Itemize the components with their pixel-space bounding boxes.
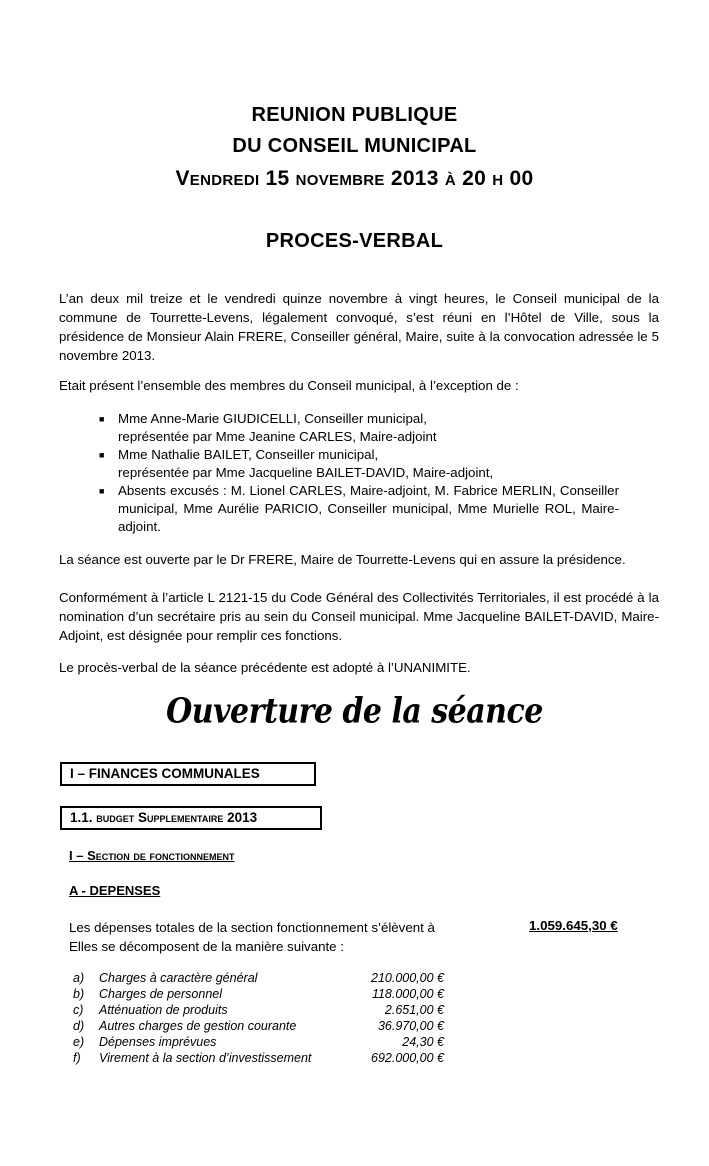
charge-letter: a): [73, 971, 85, 985]
table-row: [73, 970, 444, 986]
bullet-icon: ■: [99, 414, 105, 424]
charge-amount: 210.000,00 €: [371, 971, 444, 985]
absent-line: représentée par Mme Jacqueline BAILET-DAVID, Maire-adjoint,: [118, 465, 494, 480]
ouverture-heading: Ouverture de la séance: [166, 691, 543, 732]
totals-line: Elles se décomposent de la manière suivante :: [69, 939, 344, 954]
total-amount: 1.059.645,30 €: [529, 918, 618, 933]
table-row: [73, 986, 444, 1002]
charge-label: Charges à caractère général: [99, 971, 258, 985]
totals-text: [69, 918, 519, 956]
attendance-paragraph: Etait présent l’ensemble des membres du Conseil municipal, à l’exception de :: [59, 378, 519, 393]
table-row: [73, 1002, 444, 1018]
charge-amount: 36.970,00 €: [377, 1019, 444, 1033]
absents-list: [99, 410, 619, 536]
list-item: [99, 446, 619, 482]
absent-line: Mme Nathalie BAILET, Conseiller municipal,: [118, 447, 379, 462]
charge-letter: b): [73, 987, 85, 1001]
table-row: [73, 1034, 444, 1050]
charge-label: Virement à la section d’investissement: [99, 1051, 312, 1065]
list-item: [99, 410, 619, 446]
charge-label: Atténuation de produits: [99, 1003, 228, 1017]
charge-amount: 118.000,00 €: [371, 987, 444, 1001]
intro-paragraph: L’an deux mil treize et le vendredi quinze novembre à vingt heures, le Conseil municipal de la commune de Tourrette-Levens, légalement convoqué, s’est réuni en l’Hôtel de Ville, sous la présidence de Monsieur Alain FRERE, Conseiller général, Maire, suite à la convocation adressée le 5 novembre 2013.: [59, 291, 659, 363]
totals-line: Les dépenses totales de la section fonctionnement s’élèvent à: [69, 920, 435, 935]
charges-table: [73, 970, 444, 1066]
heading-conseil: DU CONSEIL MUNICIPAL: [232, 135, 477, 157]
secretary-paragraph: Conformément à l’article L 2121-15 du Code Général des Collectivités Territoriales, il est procédé à la nomination d’un secrétaire pris au sein du Conseil municipal. Mme Jacqueline BAILET-DAVID, Maire-Adjoint, est désignée pour remplir ces fonctions.: [59, 590, 659, 643]
depenses-heading: A - DEPENSES: [69, 883, 161, 898]
section-budget-box: 1.1. budget Supplementaire 2013: [60, 806, 322, 830]
charge-letter: d): [73, 1019, 85, 1033]
heading-reunion: REUNION PUBLIQUE: [251, 104, 458, 126]
charge-letter: f): [73, 1051, 81, 1065]
absent-line: Mme Anne-Marie GIUDICELLI, Conseiller municipal,: [118, 411, 427, 426]
charge-letter: c): [73, 1003, 84, 1017]
absent-line: Absents excusés : M. Lionel CARLES, Maire-adjoint, M. Fabrice MERLIN, Conseiller municipal, Mme Aurélie PARICIO, Conseiller municipal, Mme Murielle ROL, Maire-adjoint.: [118, 483, 619, 534]
bullet-icon: ■: [99, 450, 105, 460]
charge-label: Autres charges de gestion courante: [99, 1019, 297, 1033]
heading-proces-verbal: PROCES-VERBAL: [265, 230, 444, 252]
table-row: [73, 1018, 444, 1034]
charge-letter: e): [73, 1035, 85, 1049]
heading-date: Vendredi 15 novembre 2013 à 20 h 00: [175, 167, 534, 190]
charge-label: Dépenses imprévues: [99, 1035, 217, 1049]
table-row: [73, 1050, 444, 1066]
opening-paragraph: La séance est ouverte par le Dr FRERE, Maire de Tourrette-Levens qui en assure la présidence.: [59, 552, 626, 567]
list-item: [99, 482, 619, 536]
bullet-icon: ■: [99, 486, 105, 496]
absent-line: représentée par Mme Jeanine CARLES, Maire-adjoint: [118, 429, 437, 444]
section-fonctionnement-heading: I – Section de fonctionnement: [69, 848, 235, 863]
section-finances-box: I – FINANCES COMMUNALES: [60, 762, 316, 786]
adoption-paragraph: Le procès-verbal de la séance précédente est adopté à l’UNANIMITE.: [59, 660, 471, 675]
charge-amount: 24,30 €: [402, 1035, 444, 1049]
charge-amount: 692.000,00 €: [371, 1051, 444, 1065]
charge-label: Charges de personnel: [99, 987, 222, 1001]
charge-amount: 2.651,00 €: [384, 1003, 444, 1017]
